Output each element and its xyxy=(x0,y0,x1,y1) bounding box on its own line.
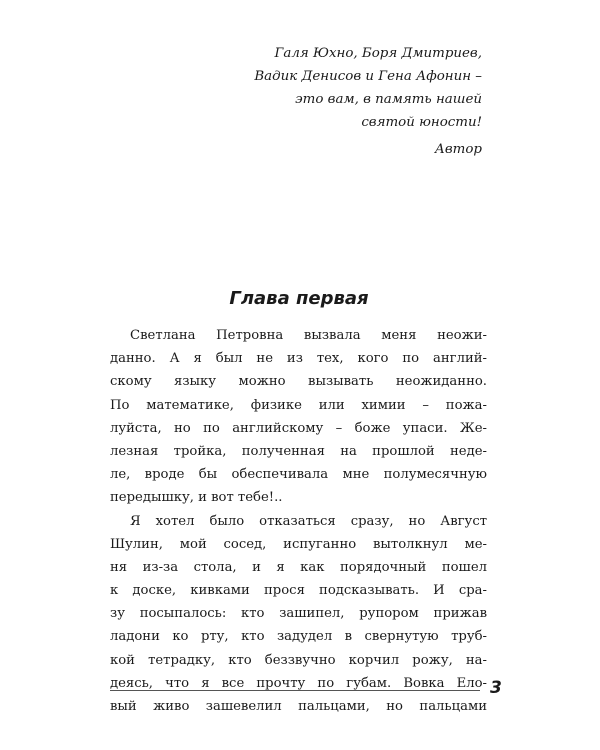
footer-rule xyxy=(110,690,480,691)
text-line: данно. А я был не из тех, кого по англий- xyxy=(110,351,487,367)
text-line: луйста, но по английскому – боже упаси. Же- xyxy=(110,420,487,436)
text-line: ладони ко рту, кто задудел в свернутую труб- xyxy=(110,629,487,645)
epigraph-author: Автор xyxy=(434,142,482,157)
text-line: Я хотел было отказаться сразу, но Август xyxy=(130,513,487,529)
epigraph xyxy=(182,42,482,161)
text-line: к доске, кивками прося подсказывать. И сра- xyxy=(110,583,487,599)
text-line: Шулин, мой сосед, испуганно вытолкнул ме- xyxy=(110,536,487,552)
page-number: 3 xyxy=(490,678,502,698)
text-line: передышку, и вот тебе!.. xyxy=(110,490,283,506)
epigraph-line: это вам, в память нашей xyxy=(295,92,482,107)
text-line: вый живо зашевелил пальцами, но пальцами xyxy=(110,699,487,714)
epigraph-line: Вадик Денисов и Гена Афонин – xyxy=(254,69,482,84)
text-line: лезная тройка, полученная на прошлой неде- xyxy=(110,443,487,459)
text-line: По математике, физике или химии – пожа- xyxy=(110,397,487,413)
text-line: ле, вроде бы обеспечивала мне полумесячную xyxy=(110,467,487,483)
text-line: Светлана Петровна вызвала меня неожи- xyxy=(130,328,487,343)
epigraph-line: святой юности! xyxy=(361,115,482,130)
body-text xyxy=(110,324,487,718)
chapter-title: Глава первая xyxy=(229,288,369,309)
text-line: ня из-за стола, и я как порядочный пошел xyxy=(110,559,487,575)
text-line: зу посыпалось: кто зашипел, рупором прижав xyxy=(110,606,487,622)
text-line: деясь, что я все прочту по губам. Вовка Ело- xyxy=(110,675,487,691)
text-line: скому языку можно вызывать неожиданно. xyxy=(110,374,487,390)
text-line: кой тетрадку, кто беззвучно корчил рожу, на- xyxy=(110,652,487,668)
epigraph-line: Галя Юхно, Боря Дмитриев, xyxy=(274,46,482,61)
